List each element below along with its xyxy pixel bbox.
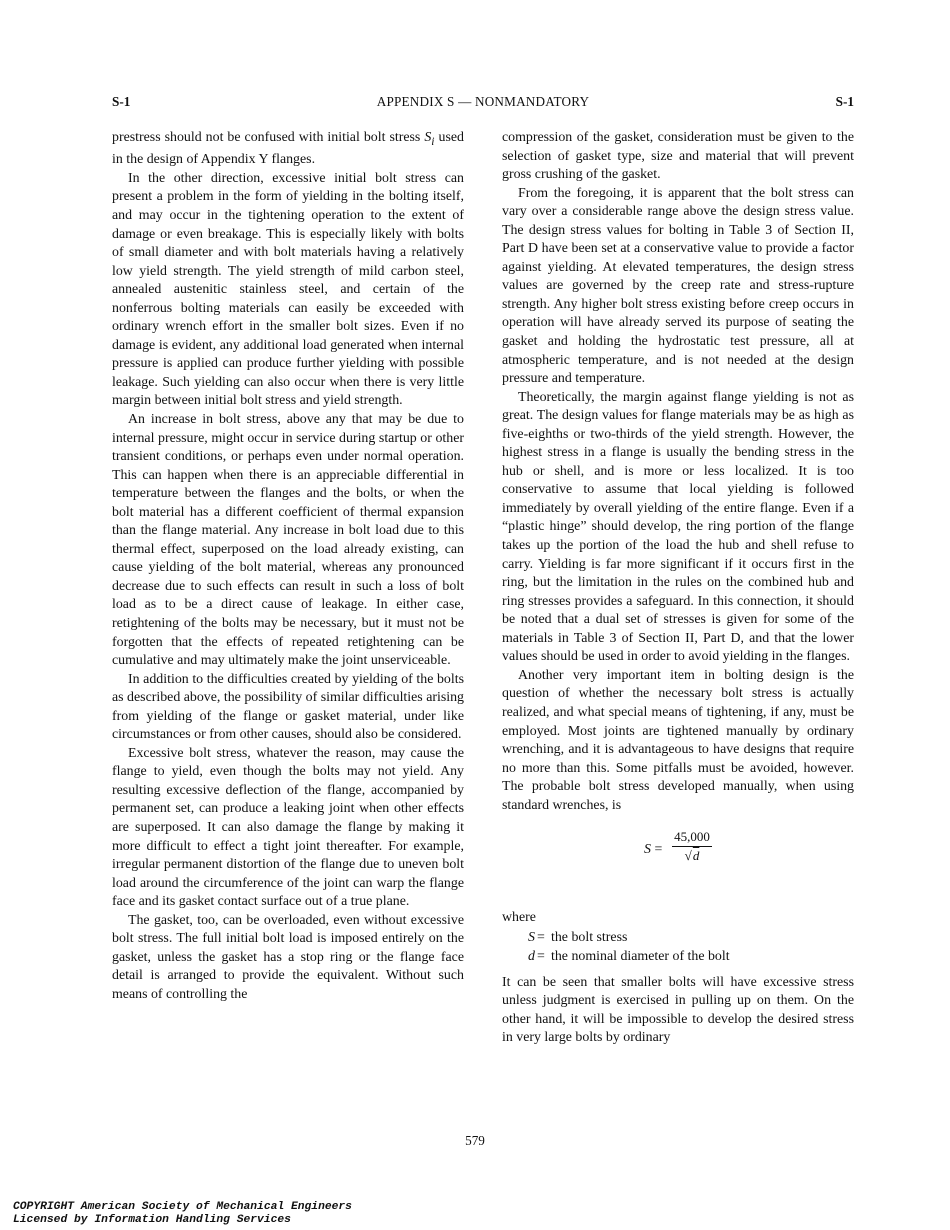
paragraph: compression of the gasket, consideration must be given to the selection of gasket type, size and material that will prevent gross crushing of the gasket. [502,130,854,183]
page-number: 579 [465,1133,485,1148]
right-text-column [502,129,854,1048]
definition-text: the bolt stress [551,929,628,945]
definition-row [502,947,854,966]
definition-equals: = [537,948,545,964]
definition-text: the nominal diameter of the bolt [551,948,730,964]
paragraph: From the foregoing, it is apparent that the bolt stress can vary over a considerable range above the design stress value. The design stress values for bolting in Table 3 of Section II, Part D have been set at a conservative value to provide a factor against yielding. At elevated temperatures, the design stress values are governed by the creep rate and stress-rupture strength. Any higher bolt stress existing before creep occurs in operation will have already served its purpose of seating the gasket and holding the hydrostatic test pressure, all at atmospheric temperature, and is not needed at the design pressure and temperature. [502,185,854,387]
running-header [112,93,854,111]
definition-equals: = [537,929,545,945]
paragraph: In addition to the difficulties created by yielding of the bolts as described above, the possibility of similar difficulties arising from yielding of the flange or gasket material, under like circumstances or from other causes, should also be considered. [112,671,464,743]
definition-row [502,928,854,947]
header-title: APPENDIX S — NONMANDATORY [376,94,590,109]
definition-symbol: d [528,948,535,964]
bolt-stress-formula [502,815,854,909]
symbol-definitions [502,928,854,966]
copyright-notice [13,1201,352,1226]
copyright-line: COPYRIGHT American Society of Mechanical Engineers [13,1201,352,1213]
formula-fraction [672,829,712,865]
header-section-tag-left: S-1 [112,94,131,109]
symbol-subscript: i [431,134,435,148]
left-text-column [112,129,464,1004]
formula-equals: = [654,842,663,858]
paragraph: prestress should not be confused with initial bolt stress $S_i$ used in the design of Appendix Y flanges. [112,130,464,168]
paragraph: Excessive bolt stress, whatever the reason, may cause the flange to yield, even though the bolts may not yield. Any resulting excessive deflection of the flange, accompanied by permanent set, can produce a leaking joint when other effects are superposed. It can also damage the flange by making it more difficult to effect a tight joint thereafter. For example, irregular permanent distortion of the flange due to uneven bolt load around the circumference of the joint can warp the flange face and its gasket contact surface out of a true plane. [112,745,464,910]
paragraph: The gasket, too, can be overloaded, even without excessive bolt stress. The full initial bolt load is imposed entirely on the gasket, unless the gasket has a stop ring or the flange face detail is arranged to provide the equivalent. Without such means of controlling the [112,912,464,1002]
formula-radicand: d [692,848,700,864]
where-label: where [502,910,536,926]
symbol-s: S [424,130,432,145]
paragraph: An increase in bolt stress, above any that may be due to internal pressure, might occur in service during startup or other transient conditions, or perhaps even under normal operation. This can happen when there is an appreciable differential in temperature between the flanges and the bolts, or when the bolt material has a different coefficient of thermal expansion than the flange material. Any increase in bolt load due to this thermal effect, superposed on the load already existing, can cause yielding of the bolt material, whereas any pronounced decrease due to such effects can result in such a loss of bolt load as to be a direct cause of leakage. In either case, retightening of the bolts may be necessary, but it must not be forgotten that the effects of repeated retightening can be cumulative and may ultimately make the joint unserviceable. [112,411,464,669]
square-root-icon: √ [684,848,692,864]
paragraph: Theoretically, the margin against flange yielding is not as great. The design values for flange materials may be as high as five-eighths or two-thirds of the yield strength. However, the highest stress in a flange is usually the bending stress in the hub or shell, and is more or less localized. It is too conservative to assume that local yielding is followed immediately by overall yielding of the entire flange. Even if a “plastic hinge” should develop, the ring portion of the flange takes up the portion of the load the hub and shell refuse to carry. Yielding is far more significant if it occurs first in the ring, but the limitation in the rules on the combined hub and ring stresses provides a safeguard. In this connection, it should be noted that a dual set of stresses is given for some of the materials in Table 3 of Section II, Part D, and that the lower values should be used in order to avoid yielding in the flanges. [502,389,854,665]
paragraph: Another very important item in bolting design is the question of whether the necessary bolt stress is actually realized, and what special means of tightening, if any, must be employed. Most joints are tightened manually by ordinary wrenching, and it is advantageous to have designs that require no more than this. Some pitfalls must be avoided, however. The probable bolt stress developed manually, when using standard wrenches, is [502,667,854,813]
paragraph: It can be seen that smaller bolts will have excessive stress unless judgment is exercised in pulling up on them. On the other hand, it will be impossible to develop the desired stress in very large bolts by ordinary [502,974,854,1046]
formula-lhs: S [644,842,651,858]
header-section-tag-right: S-1 [835,94,854,109]
formula-numerator: 45,000 [672,829,712,847]
definition-symbol: S [528,929,535,945]
license-line: Licensed by Information Handling Services [13,1213,291,1226]
formula-denominator [672,847,712,865]
paragraph: In the other direction, excessive initial bolt stress can present a problem in the form of yielding in the bolting itself, and may occur in the tightening operation to the extent of damage or even breakage. This is especially likely with bolts of small diameter and with bolt materials having a relatively low yield strength. The yield strength of mild carbon steel, annealed austenitic stainless steel, and certain of the nonferrous bolting materials can easily be exceeded with ordinary wrench effort in the smaller bolt sizes. Even if no damage is evident, any additional load generated when internal pressure is applied can produce further yielding with possible leakage. Such yielding can also occur when there is very little margin between initial bolt stress and yield strength. [112,170,464,409]
